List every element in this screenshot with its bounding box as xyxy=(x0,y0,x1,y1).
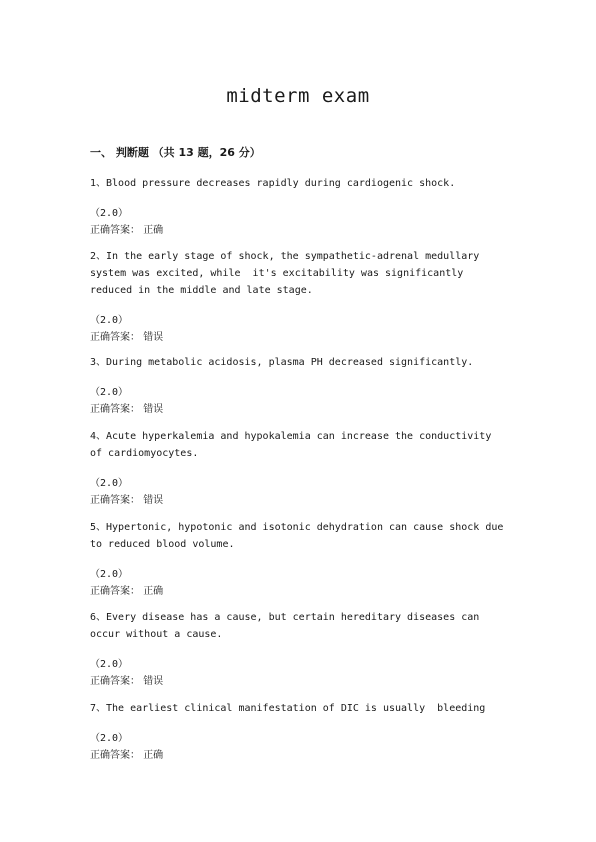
answer-line xyxy=(90,673,520,690)
answer-label: 正确答案： xyxy=(90,750,140,761)
answer-line xyxy=(90,222,520,239)
answer-value: 正确 xyxy=(143,225,164,236)
answer-label: 正确答案： xyxy=(90,225,140,236)
question-score: （2.0） xyxy=(90,733,129,744)
question-4 xyxy=(90,428,520,509)
answer-value: 错误 xyxy=(143,332,164,343)
answer-line xyxy=(90,329,520,346)
answer-label: 正确答案： xyxy=(90,676,140,687)
section-heading: 一、 判断题 （共 13 题，26 分） xyxy=(90,146,261,159)
answer-value: 错误 xyxy=(143,404,164,415)
answer-line xyxy=(90,583,520,600)
answer-line xyxy=(90,492,520,509)
answer-value: 正确 xyxy=(143,750,164,761)
question-score: （2.0） xyxy=(90,315,129,326)
answer-label: 正确答案： xyxy=(90,495,140,506)
question-text: 2、In the early stage of shock, the sympathetic-adrenal medullary system was excited, while it's excitability was significantly reduced in the middle and late stage. xyxy=(90,251,480,296)
question-score: （2.0） xyxy=(90,659,129,670)
question-5 xyxy=(90,519,520,600)
question-text: 1、Blood pressure decreases rapidly during cardiogenic shock. xyxy=(90,178,456,189)
question-6 xyxy=(90,609,520,690)
question-text: 3、During metabolic acidosis, plasma PH decreased significantly. xyxy=(90,357,474,368)
question-7 xyxy=(90,700,520,764)
answer-value: 错误 xyxy=(143,495,164,506)
answer-value: 正确 xyxy=(143,586,164,597)
page-title: midterm exam xyxy=(226,85,370,107)
answer-label: 正确答案： xyxy=(90,332,140,343)
question-3 xyxy=(90,354,520,418)
question-score: （2.0） xyxy=(90,208,129,219)
question-score: （2.0） xyxy=(90,387,129,398)
question-text: 7、The earliest clinical manifestation of DIC is usually bleeding xyxy=(90,703,486,714)
question-score: （2.0） xyxy=(90,478,129,489)
question-text: 4、Acute hyperkalemia and hypokalemia can increase the conductivity of cardiomyocytes. xyxy=(90,431,492,459)
answer-line xyxy=(90,401,520,418)
answer-label: 正确答案： xyxy=(90,404,140,415)
question-1 xyxy=(90,175,520,239)
question-text: 5、Hypertonic, hypotonic and isotonic dehydration can cause shock due to reduced blood volume. xyxy=(90,522,504,550)
answer-value: 错误 xyxy=(143,676,164,687)
question-2 xyxy=(90,248,520,346)
question-score: （2.0） xyxy=(90,569,129,580)
answer-line xyxy=(90,747,520,764)
answer-label: 正确答案： xyxy=(90,586,140,597)
question-text: 6、Every disease has a cause, but certain hereditary diseases can occur without a cause. xyxy=(90,612,480,640)
